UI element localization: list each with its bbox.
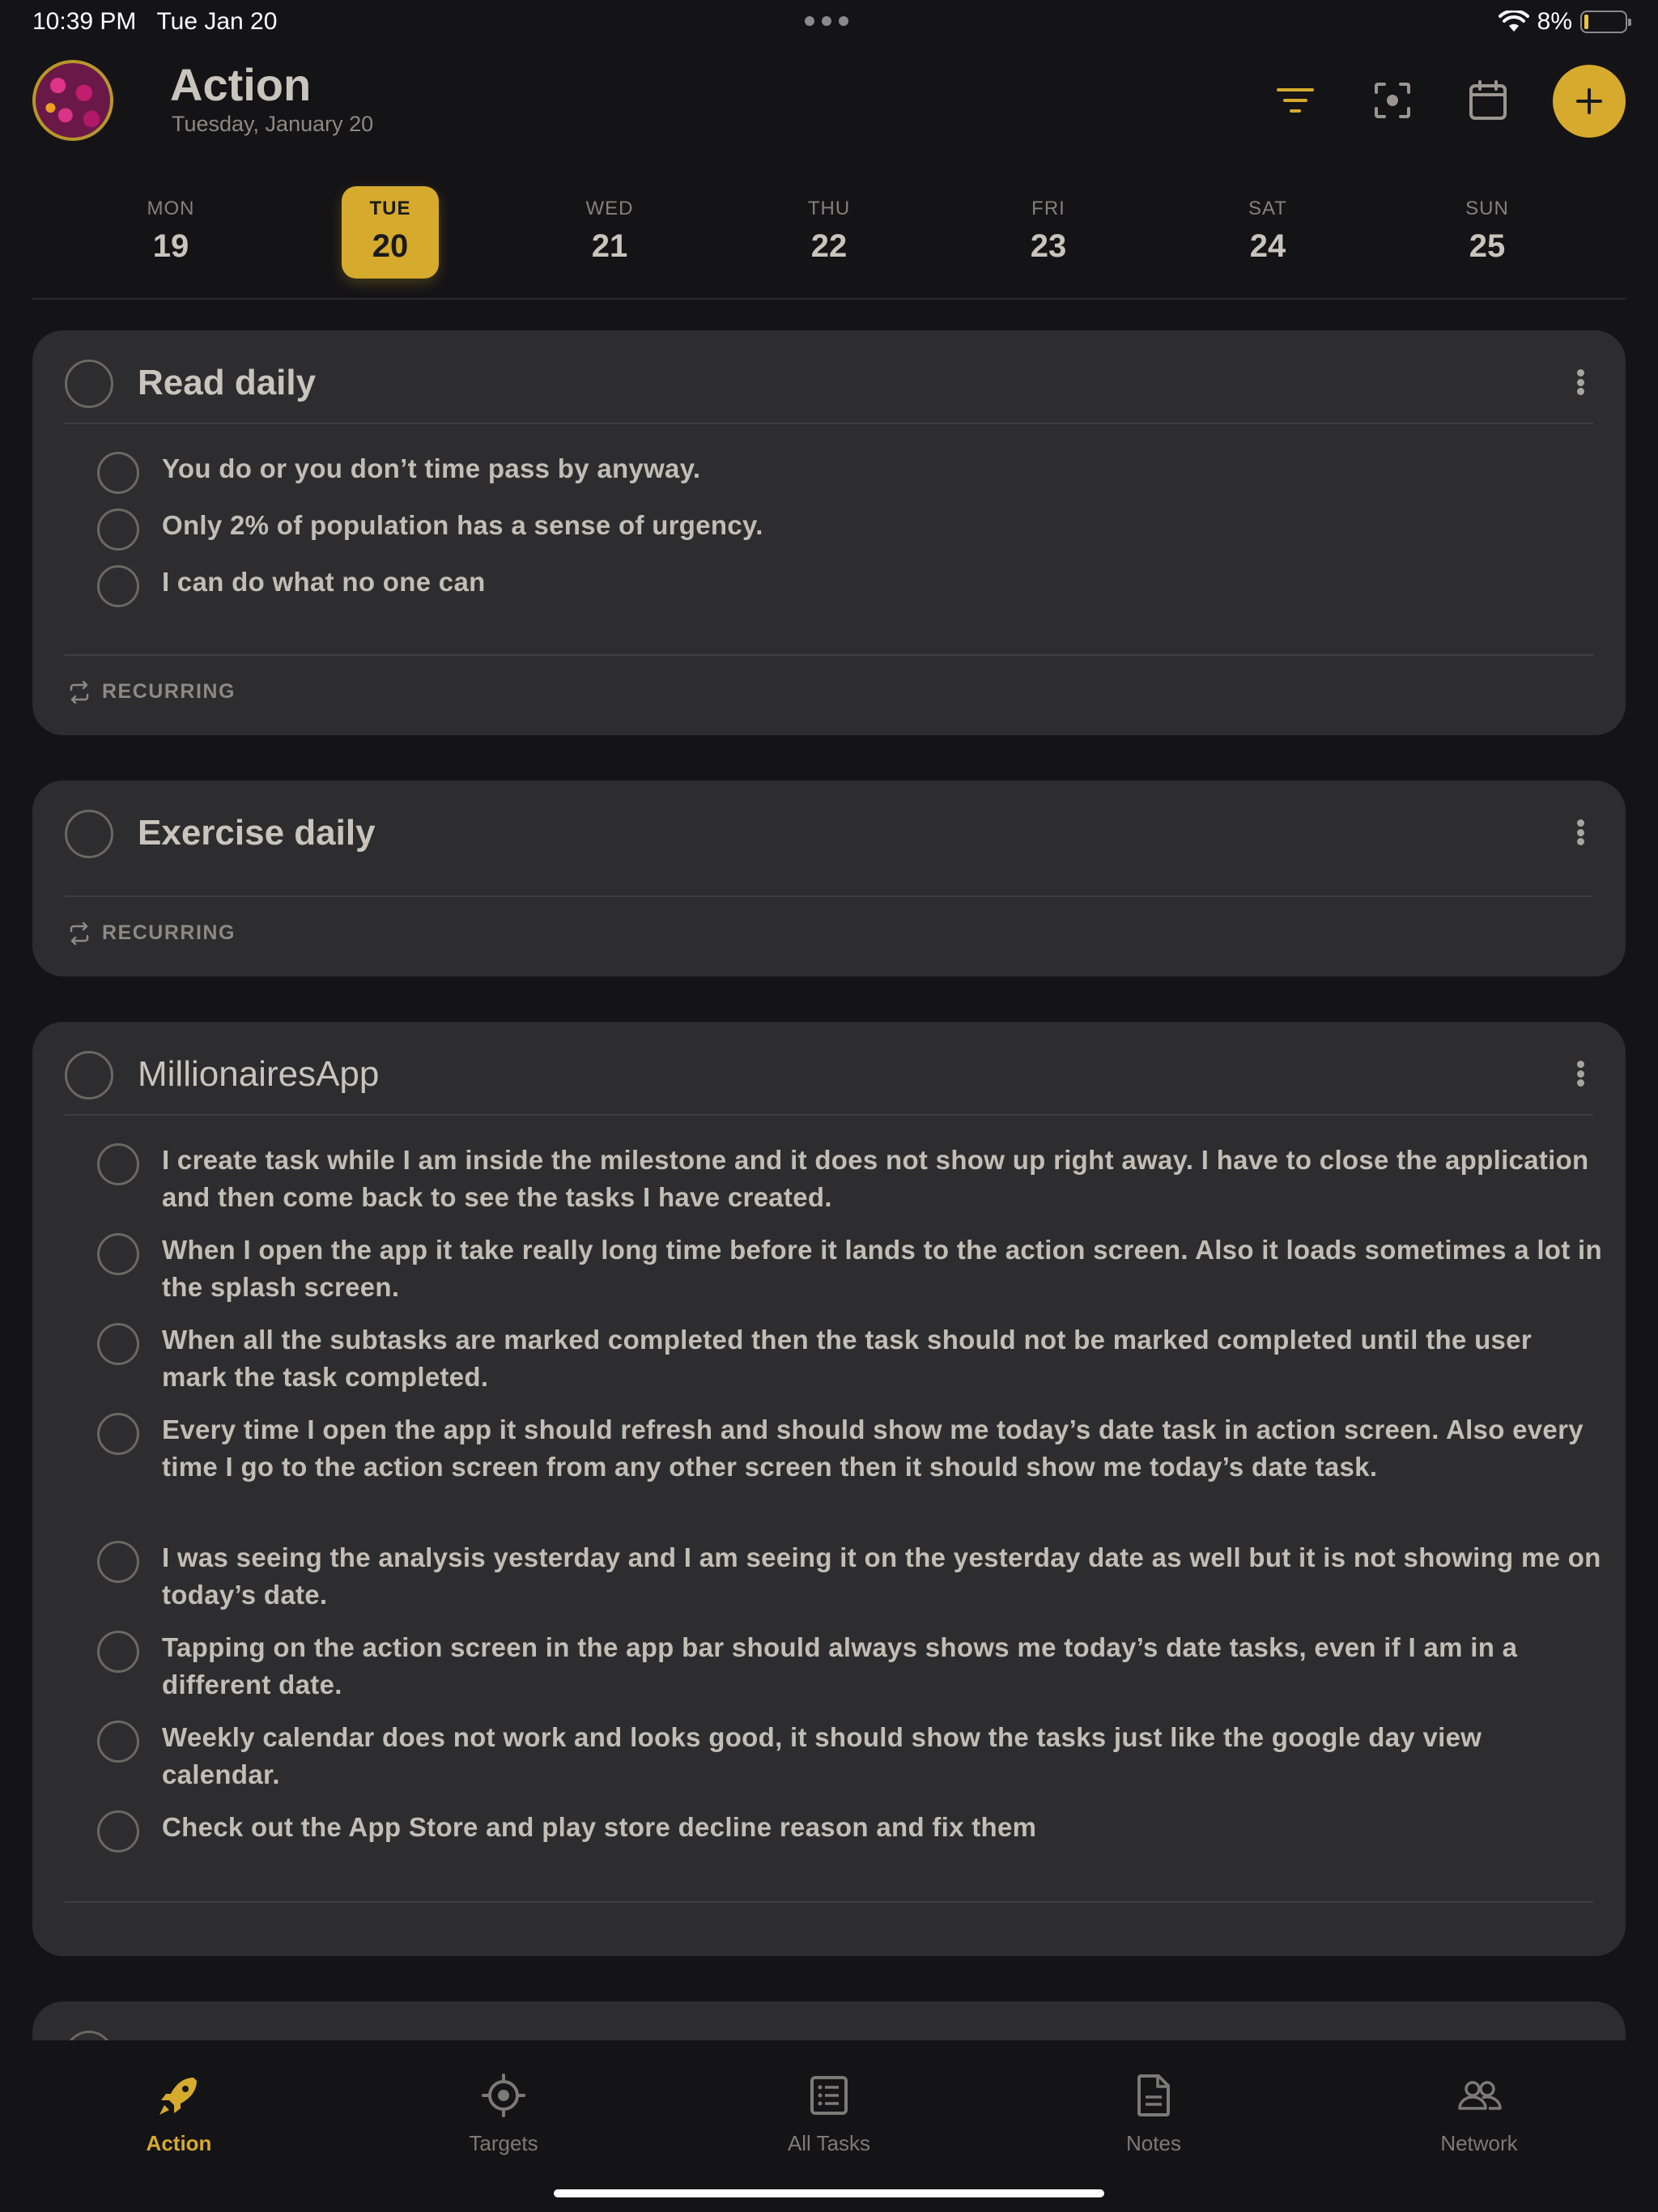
page-subtitle: Tuesday, January 20 bbox=[172, 112, 374, 136]
day-number: 23 bbox=[1030, 228, 1067, 264]
subtask-item bbox=[97, 1539, 1603, 1614]
plus-icon bbox=[1575, 87, 1604, 116]
subtask-item bbox=[97, 507, 1603, 551]
status-indicators bbox=[1499, 8, 1627, 36]
subtask-checkbox[interactable] bbox=[97, 1323, 139, 1365]
subtask-text[interactable]: I can do what no one can bbox=[162, 567, 486, 597]
battery-percent: 8% bbox=[1537, 8, 1572, 35]
more-options-icon[interactable] bbox=[1571, 1057, 1590, 1090]
subtask-text[interactable]: Tapping on the action screen in the app bar should always shows me today’s date tasks, even if I am in a different date. bbox=[162, 1632, 1518, 1699]
day-number: 25 bbox=[1469, 228, 1506, 264]
subtask-checkbox[interactable] bbox=[97, 452, 139, 494]
day-fri[interactable] bbox=[1000, 186, 1097, 279]
day-name: THU bbox=[807, 198, 851, 219]
task-title[interactable]: Exercise daily bbox=[138, 813, 376, 853]
subtask-checkbox[interactable] bbox=[97, 1413, 139, 1455]
subtask-item bbox=[97, 564, 1603, 607]
day-number: 22 bbox=[810, 228, 848, 264]
divider bbox=[65, 1114, 1593, 1116]
calendar-icon bbox=[1469, 80, 1507, 121]
status-bar bbox=[0, 0, 1658, 45]
rocket-icon bbox=[156, 2073, 202, 2118]
list-icon bbox=[806, 2073, 852, 2118]
task-card bbox=[32, 1022, 1626, 1956]
day-name: MON bbox=[147, 198, 195, 219]
avatar[interactable] bbox=[32, 60, 113, 141]
nav-action[interactable] bbox=[82, 2073, 276, 2170]
day-number: 19 bbox=[152, 228, 189, 264]
week-strip bbox=[32, 186, 1626, 300]
subtask-checkbox[interactable] bbox=[97, 1233, 139, 1275]
nav-label: Network bbox=[1440, 2131, 1518, 2155]
filter-button[interactable] bbox=[1263, 68, 1328, 133]
subtask-checkbox[interactable] bbox=[97, 565, 139, 607]
divider bbox=[65, 654, 1593, 656]
subtask-checkbox[interactable] bbox=[97, 508, 139, 551]
calendar-button[interactable] bbox=[1456, 68, 1520, 133]
day-thu[interactable] bbox=[780, 186, 878, 279]
day-number: 20 bbox=[372, 228, 409, 264]
focus-button[interactable] bbox=[1360, 68, 1425, 133]
subtask-text[interactable]: I create task while I am inside the milestone and it does not show up right away. I have to close the application and then come back to see the tasks I have created. bbox=[162, 1145, 1589, 1212]
nav-notes[interactable] bbox=[1056, 2073, 1251, 2170]
subtask-text[interactable]: When I open the app it take really long time before it lands to the action screen. Also it loads sometimes a lot in the splash screen. bbox=[162, 1235, 1602, 1302]
subtask-text[interactable]: I was seeing the analysis yesterday and I am seeing it on the yesterday date as well but it is not showing me on today’s date. bbox=[162, 1542, 1601, 1610]
status-date: Tue Jan 20 bbox=[156, 8, 278, 35]
task-checkbox[interactable] bbox=[65, 2031, 113, 2040]
focus-icon bbox=[1373, 81, 1412, 120]
subtask-text[interactable]: Only 2% of population has a sense of urgency. bbox=[162, 510, 763, 540]
task-checkbox[interactable] bbox=[65, 810, 113, 858]
day-name: TUE bbox=[369, 198, 411, 219]
repeat-icon bbox=[68, 922, 91, 945]
day-wed[interactable] bbox=[561, 186, 658, 279]
task-header bbox=[32, 781, 1626, 874]
status-clock: 10:39 PM bbox=[32, 8, 137, 35]
subtask-checkbox[interactable] bbox=[97, 1143, 139, 1185]
subtask-checkbox[interactable] bbox=[97, 1541, 139, 1583]
more-options-icon[interactable] bbox=[1571, 366, 1590, 398]
subtask-item bbox=[97, 1809, 1603, 1853]
subtask-checkbox[interactable] bbox=[97, 1631, 139, 1673]
day-name: FRI bbox=[1031, 198, 1065, 219]
nav-label: Notes bbox=[1126, 2131, 1181, 2155]
task-title[interactable]: Read daily bbox=[138, 363, 317, 402]
multitasking-dots-icon[interactable] bbox=[805, 16, 853, 28]
day-number: 24 bbox=[1249, 228, 1286, 264]
subtask-text[interactable]: Every time I open the app it should refresh and should show me today’s date task in action screen. Also every time I go to the action screen from any other screen then it should show me today’s date task. bbox=[162, 1414, 1584, 1482]
app-header bbox=[0, 45, 1658, 149]
day-mon[interactable] bbox=[122, 186, 219, 279]
day-name: WED bbox=[585, 198, 634, 219]
nav-network[interactable] bbox=[1382, 2073, 1576, 2170]
subtask-item bbox=[97, 1629, 1603, 1704]
subtask-text[interactable]: Weekly calendar does not work and looks good, it should show the tasks just like the google day view calendar. bbox=[162, 1722, 1482, 1789]
divider bbox=[65, 1901, 1593, 1903]
bottom-nav bbox=[0, 2040, 1658, 2212]
filter-icon bbox=[1275, 86, 1316, 115]
task-header bbox=[32, 330, 1626, 424]
subtask-item bbox=[97, 1719, 1603, 1793]
subtask-checkbox[interactable] bbox=[97, 1810, 139, 1853]
subtask-checkbox[interactable] bbox=[97, 1721, 139, 1763]
day-tue-selected[interactable] bbox=[342, 186, 439, 279]
recurring-label: RECURRING bbox=[102, 921, 236, 944]
target-icon bbox=[481, 2073, 526, 2118]
subtask-text[interactable]: When all the subtasks are marked completed then the task should not be marked completed until the user mark the task completed. bbox=[162, 1325, 1532, 1392]
recurring-tag bbox=[68, 921, 236, 945]
task-checkbox[interactable] bbox=[65, 1051, 113, 1100]
nav-label: Action bbox=[146, 2131, 212, 2155]
nav-all-tasks[interactable] bbox=[732, 2073, 926, 2170]
status-time bbox=[32, 8, 277, 36]
task-title[interactable]: MillionairesApp bbox=[138, 1054, 380, 1094]
task-checkbox[interactable] bbox=[65, 359, 113, 408]
battery-icon bbox=[1580, 11, 1627, 33]
people-icon bbox=[1456, 2073, 1502, 2118]
nav-label: All Tasks bbox=[787, 2131, 871, 2155]
day-sat[interactable] bbox=[1219, 186, 1316, 279]
task-header bbox=[32, 1022, 1626, 1116]
nav-label: Targets bbox=[469, 2131, 538, 2155]
document-icon bbox=[1131, 2073, 1176, 2118]
day-name: SUN bbox=[1465, 198, 1509, 219]
task-card bbox=[32, 781, 1626, 976]
nav-targets[interactable] bbox=[406, 2073, 601, 2170]
subtask-item bbox=[97, 1411, 1603, 1523]
subtask-item bbox=[97, 1142, 1603, 1216]
divider bbox=[65, 423, 1593, 424]
day-number: 21 bbox=[591, 228, 628, 264]
recurring-label: RECURRING bbox=[102, 680, 236, 703]
day-sun[interactable] bbox=[1439, 186, 1536, 279]
subtask-item bbox=[97, 1321, 1603, 1396]
task-card bbox=[32, 330, 1626, 735]
subtask-text[interactable]: Check out the App Store and play store decline reason and fix them bbox=[162, 1812, 1037, 1842]
repeat-icon bbox=[68, 681, 91, 704]
page-title: Action bbox=[170, 59, 312, 110]
subtask-item bbox=[97, 1231, 1603, 1306]
subtask-text[interactable]: You do or you don’t time pass by anyway. bbox=[162, 453, 701, 483]
divider bbox=[65, 895, 1593, 897]
home-indicator[interactable] bbox=[554, 2189, 1104, 2197]
add-task-button[interactable] bbox=[1553, 65, 1626, 138]
subtask-item bbox=[97, 450, 1603, 494]
task-list[interactable] bbox=[0, 300, 1658, 2040]
task-card-partial bbox=[32, 2001, 1626, 2040]
more-options-icon[interactable] bbox=[1571, 816, 1590, 849]
wifi-icon bbox=[1499, 11, 1529, 33]
day-name: SAT bbox=[1248, 198, 1287, 219]
recurring-tag bbox=[68, 680, 236, 704]
